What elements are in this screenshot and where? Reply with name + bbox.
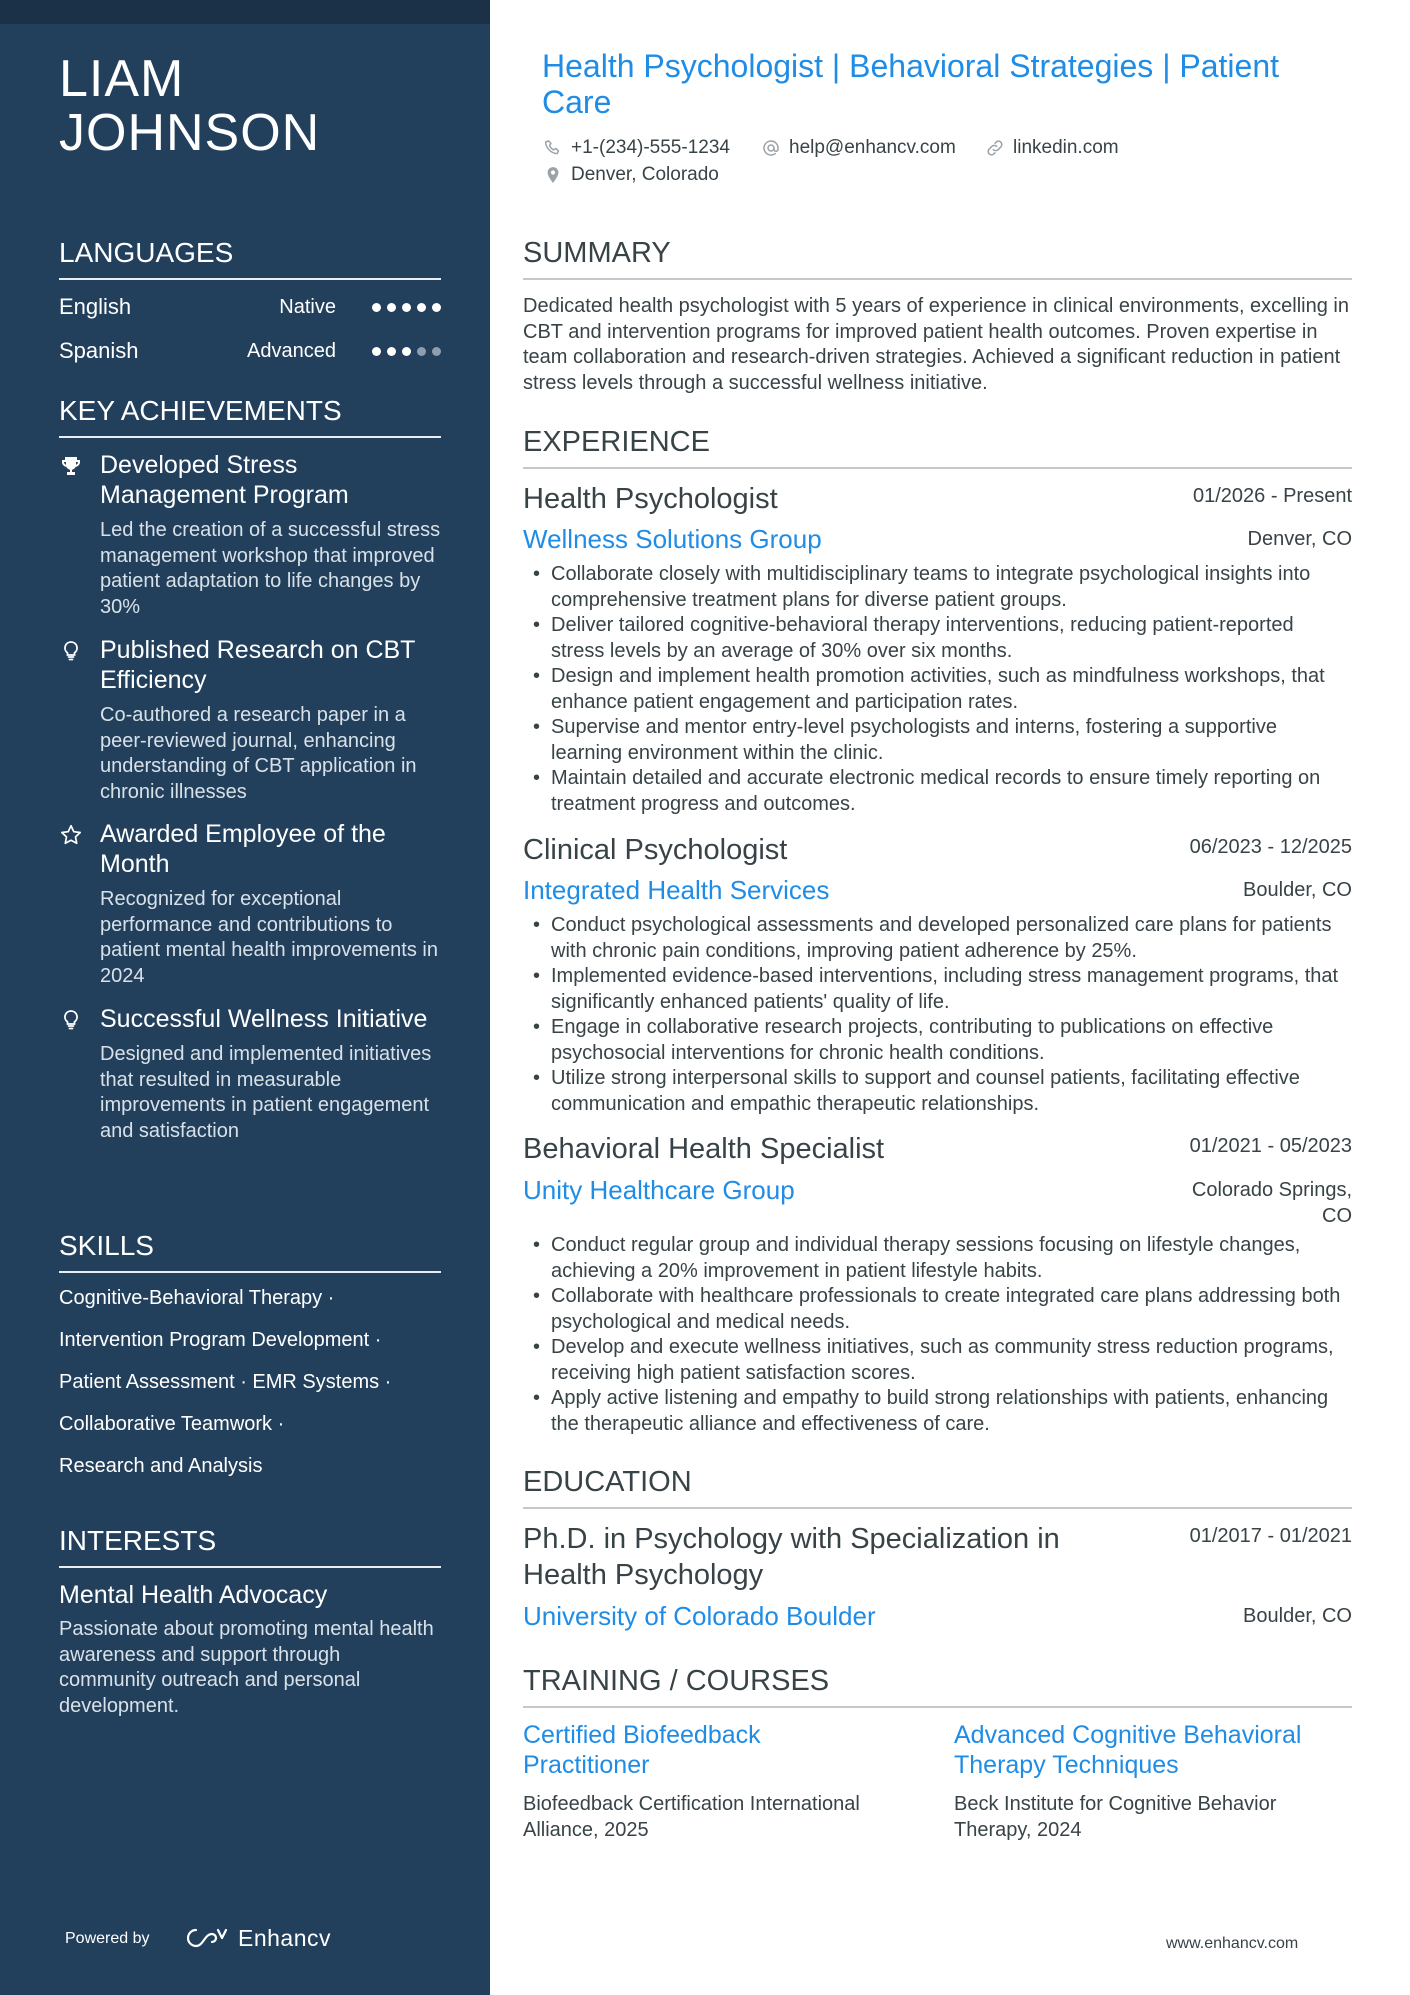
bullet-item: • Utilize strong interpersonal skills to support and counsel patients, facilitating effective communication and empathic therapeutic relationships.	[523, 1066, 1352, 1117]
bullet-item: • Design and implement health promotion activities, such as mindfulness workshops, that enhance patient engagement and participation rates.	[523, 664, 1352, 715]
proficiency-dot	[372, 347, 381, 356]
language-row	[59, 334, 441, 368]
achievements-heading: KEY ACHIEVEMENTS	[59, 394, 441, 438]
bullet-item: • Maintain detailed and accurate electronic medical records to ensure timely reporting on treatment progress and outcomes.	[523, 766, 1352, 817]
achievement-desc: Designed and implemented initiatives that resulted in measurable improvements in patient engagement and satisfaction	[100, 1043, 432, 1142]
interest-desc: Passionate about promoting mental health awareness and support through community outreach and personal development.	[59, 1618, 434, 1717]
email-text: help@enhancv.com	[789, 137, 956, 158]
job-company[interactable]: Unity Healthcare Group	[523, 1175, 795, 1205]
language-row	[59, 290, 441, 324]
lightbulb-icon	[59, 639, 83, 663]
skill-line: Intervention Program Development ·	[59, 1329, 382, 1351]
course-title[interactable]: Certified Biofeedback Practitioner	[523, 1721, 761, 1779]
phone-icon	[543, 138, 563, 158]
trophy-icon	[59, 454, 83, 478]
interest-title: Mental Health Advocacy	[59, 1581, 328, 1609]
star-icon	[59, 823, 83, 847]
languages-heading: LANGUAGES	[59, 236, 441, 280]
proficiency-dot-empty	[417, 347, 426, 356]
course-desc: Beck Institute for Cognitive Behavior Therapy, 2024	[954, 1793, 1277, 1841]
location-pin-icon	[543, 165, 563, 185]
bullet-item: • Engage in collaborative research projects, contributing to publications on effective psychosocial interventions for chronic health conditions.	[523, 1015, 1352, 1066]
skill-line: Cognitive-Behavioral Therapy ·	[59, 1287, 335, 1309]
proficiency-dot	[387, 347, 396, 356]
proficiency-dot-empty	[432, 347, 441, 356]
bullet-item: • Supervise and mentor entry-level psychologists and interns, fostering a supportive learning environment within the clinic.	[523, 715, 1352, 766]
bullet-item: • Deliver tailored cognitive-behavioral therapy interventions, reducing patient-reported stress levels by an average of 30% over six months.	[523, 613, 1352, 664]
bullet-item: • Implemented evidence-based interventions, including stress management programs, that significantly enhanced patients' quality of life.	[523, 964, 1352, 1015]
person-name	[59, 52, 320, 160]
sidebar	[0, 0, 490, 1995]
achievement-title: Developed Stress Management Program	[100, 451, 349, 509]
link-icon	[985, 138, 1005, 158]
experience-heading: EXPERIENCE	[523, 425, 1352, 469]
achievement-item	[59, 819, 441, 989]
job-bullets	[523, 562, 1352, 817]
contact-email[interactable]	[761, 137, 956, 159]
contact-linkedin[interactable]	[985, 137, 1119, 159]
proficiency-dot	[387, 303, 396, 312]
bullet-item: • Collaborate with healthcare professionals to create integrated care plans addressing both psychological and medical needs.	[523, 1284, 1352, 1335]
achievement-title: Published Research on CBT Efficiency	[100, 636, 415, 694]
achievement-item	[59, 450, 441, 620]
language-name: Spanish	[59, 338, 139, 363]
job-location	[1192, 1177, 1352, 1229]
job-title: Health Psychologist	[523, 483, 778, 515]
sidebar-top-strip	[0, 0, 490, 24]
job-location-line: Colorado Springs,	[1191, 1179, 1352, 1201]
bullet-item: • Conduct psychological assessments and developed personalized care plans for patients with chronic pain conditions, improving patient adherence by 25%.	[523, 913, 1352, 964]
enhancv-logo[interactable]	[184, 1922, 344, 1954]
summary-text: Dedicated health psychologist with 5 years of experience in clinical environments, excelling in CBT and intervention programs for improved patient health outcomes. Proven expertise in team collaboration and research-driven strategies. Achieved a significant reduction in patient stress levels through a successful wellness initiative.	[523, 295, 1349, 394]
language-name: English	[59, 294, 132, 319]
summary-heading: SUMMARY	[523, 236, 1352, 280]
job-date: 01/2026 - Present	[1193, 485, 1352, 507]
powered-by-label: Powered by	[65, 1930, 150, 1947]
at-icon	[761, 138, 781, 158]
job-date: 01/2021 - 05/2023	[1189, 1135, 1352, 1157]
proficiency-dot	[402, 347, 411, 356]
achievement-desc: Led the creation of a successful stress management workshop that improved patient adaptation to life changes by 30%	[100, 519, 441, 618]
name-first: LIAM	[59, 50, 185, 108]
job-title: Clinical Psychologist	[523, 834, 788, 866]
bullet-item: • Develop and execute wellness initiatives, such as community stress reduction programs, receiving high patient satisfaction scores.	[523, 1335, 1352, 1386]
achievement-item	[59, 635, 441, 805]
course-desc: Biofeedback Certification International Alliance, 2025	[523, 1793, 860, 1841]
skill-line: Collaborative Teamwork ·	[59, 1413, 285, 1435]
bullet-item: • Conduct regular group and individual therapy sessions focusing on lifestyle changes, achieving a 20% improvement in patient lifestyle habits.	[523, 1233, 1352, 1284]
education-date: 01/2017 - 01/2021	[1189, 1525, 1352, 1547]
education-school[interactable]: University of Colorado Boulder	[523, 1601, 876, 1631]
enhancv-logo-text: Enhancv	[238, 1924, 332, 1951]
skill-line: Research and Analysis	[59, 1455, 263, 1477]
website-link[interactable]: www.enhancv.com	[1166, 1935, 1299, 1952]
name-last: JOHNSON	[59, 104, 321, 162]
proficiency-dot	[432, 303, 441, 312]
job-bullets	[523, 1233, 1352, 1437]
bullet-item: • Collaborate closely with multidisciplinary teams to integrate psychological insights into comprehensive treatment plans for diverse patient groups.	[523, 562, 1352, 613]
proficiency-dot	[372, 303, 381, 312]
contact-location	[543, 164, 719, 186]
skill-line: Patient Assessment · EMR Systems ·	[59, 1371, 392, 1393]
achievement-title: Successful Wellness Initiative	[100, 1005, 428, 1033]
job-title: Behavioral Health Specialist	[523, 1133, 885, 1165]
location-text: Denver, Colorado	[571, 164, 719, 185]
enhancv-logo-icon	[184, 1926, 230, 1950]
job-date: 06/2023 - 12/2025	[1189, 836, 1352, 858]
language-dots	[372, 303, 441, 312]
proficiency-dot	[417, 303, 426, 312]
achievement-title: Awarded Employee of the Month	[100, 820, 386, 878]
skills-heading: SKILLS	[59, 1229, 441, 1273]
linkedin-text: linkedin.com	[1013, 137, 1119, 158]
language-dots	[372, 347, 441, 356]
language-level: Advanced	[247, 340, 336, 362]
job-bullets	[523, 913, 1352, 1117]
job-company[interactable]: Wellness Solutions Group	[523, 524, 822, 554]
job-location: Boulder, CO	[1243, 879, 1352, 901]
achievement-item	[59, 1004, 441, 1144]
achievement-desc: Co-authored a research paper in a peer-reviewed journal, enhancing understanding of CBT application in chronic illnesses	[100, 704, 417, 803]
achievement-desc: Recognized for exceptional performance and contributions to patient mental health improvements in 2024	[100, 888, 438, 987]
lightbulb-icon	[59, 1008, 83, 1032]
training-heading: TRAINING / COURSES	[523, 1664, 1352, 1708]
contact-phone[interactable]	[543, 137, 730, 159]
education-location: Boulder, CO	[1243, 1605, 1352, 1627]
education-heading: EDUCATION	[523, 1465, 1352, 1509]
bullet-item: • Apply active listening and empathy to build strong relationships with patients, enhancing the therapeutic alliance and effectiveness of care.	[523, 1386, 1352, 1437]
phone-text: +1-(234)-555-1234	[571, 137, 730, 158]
language-level: Native	[279, 296, 336, 318]
job-company[interactable]: Integrated Health Services	[523, 875, 830, 905]
proficiency-dot	[402, 303, 411, 312]
headline: Health Psychologist | Behavioral Strategies | Patient Care	[542, 48, 1280, 120]
education-degree: Ph.D. in Psychology with Specialization in Health Psychology	[523, 1523, 1060, 1591]
course-title[interactable]: Advanced Cognitive Behavioral Therapy Techniques	[954, 1721, 1302, 1779]
job-location-line: CO	[1322, 1205, 1352, 1227]
job-location: Denver, CO	[1247, 528, 1352, 550]
interests-heading: INTERESTS	[59, 1524, 441, 1568]
